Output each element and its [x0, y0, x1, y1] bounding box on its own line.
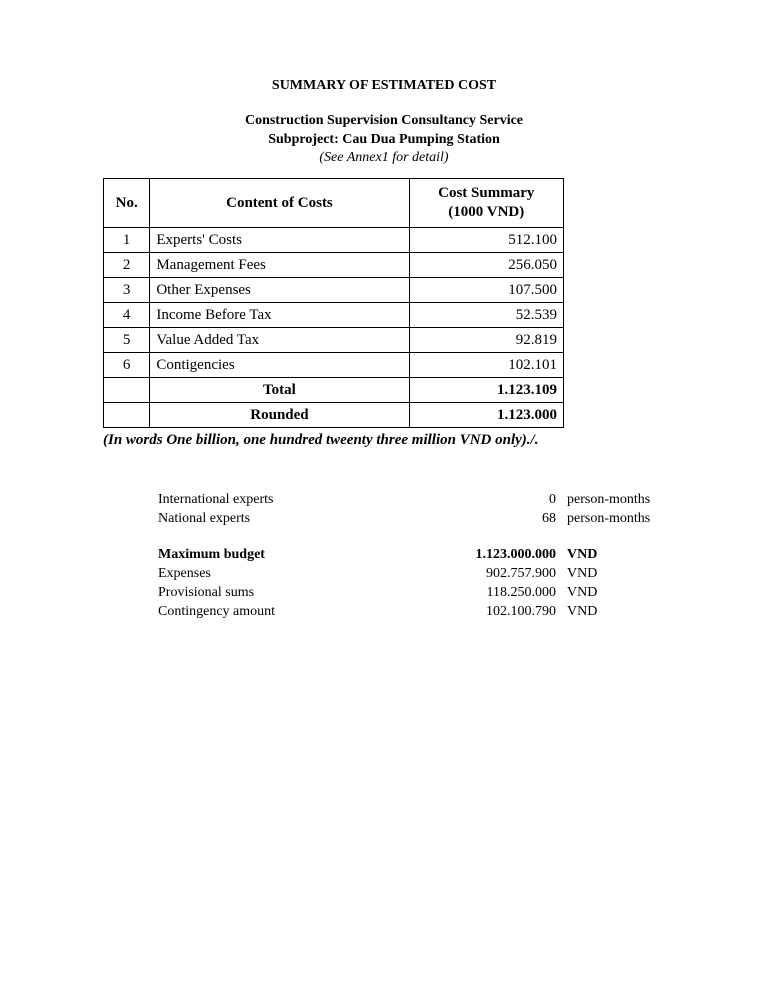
row-content: Contigencies	[150, 353, 409, 378]
row-cost: 102.101	[409, 353, 563, 378]
table-row	[104, 253, 564, 278]
rounded-label: Rounded	[150, 403, 409, 428]
contingency-amount-label: Contingency amount	[158, 604, 276, 619]
expenses-unit: VND	[567, 566, 598, 581]
table-row	[104, 228, 564, 253]
international-experts-label: International experts	[158, 492, 274, 507]
header-cost-line2: (1000 VND)	[448, 204, 525, 220]
document-title: SUMMARY OF ESTIMATED COST	[271, 78, 497, 93]
row-no: 1	[104, 228, 150, 253]
row-content: Other Expenses	[150, 278, 409, 303]
amount-in-words: (In words One billion, one hundred tweenty three million VND only)./.	[103, 432, 539, 448]
subtitle-service: Construction Supervision Consultancy Service	[244, 113, 524, 128]
maximum-budget-label: Maximum budget	[158, 547, 265, 562]
international-experts-value: 0	[549, 492, 556, 507]
provisional-sums-value: 118.250.000	[486, 585, 556, 600]
maximum-budget-unit: VND	[567, 547, 598, 562]
provisional-sums-unit: VND	[567, 585, 598, 600]
rounded-empty-cell	[104, 403, 150, 428]
table-row	[104, 353, 564, 378]
provisional-sums-label: Provisional sums	[158, 585, 255, 600]
contingency-amount-value: 102.100.790	[486, 604, 556, 619]
international-experts-unit: person-months	[567, 492, 651, 507]
table-row	[104, 278, 564, 303]
rounded-value: 1.123.000	[409, 403, 563, 428]
row-no: 3	[104, 278, 150, 303]
row-content: Value Added Tax	[150, 328, 409, 353]
national-experts-value: 68	[542, 511, 556, 526]
row-no: 4	[104, 303, 150, 328]
national-experts-unit: person-months	[567, 511, 651, 526]
table-header-row	[104, 179, 564, 228]
table-row	[104, 303, 564, 328]
row-cost: 92.819	[409, 328, 563, 353]
table-row	[104, 328, 564, 353]
row-content: Management Fees	[150, 253, 409, 278]
row-cost: 512.100	[409, 228, 563, 253]
row-content: Experts' Costs	[150, 228, 409, 253]
expenses-value: 902.757.900	[486, 566, 556, 581]
contingency-amount-unit: VND	[567, 604, 598, 619]
row-cost: 256.050	[409, 253, 563, 278]
row-content: Income Before Tax	[150, 303, 409, 328]
header-cost	[409, 179, 563, 228]
cost-summary-table	[103, 178, 564, 428]
total-value: 1.123.109	[409, 378, 563, 403]
total-empty-cell	[104, 378, 150, 403]
rounded-row	[104, 403, 564, 428]
total-row	[104, 378, 564, 403]
row-cost: 107.500	[409, 278, 563, 303]
header-no: No.	[104, 179, 150, 228]
national-experts-label: National experts	[158, 511, 251, 526]
total-label: Total	[150, 378, 409, 403]
row-cost: 52.539	[409, 303, 563, 328]
maximum-budget-value: 1.123.000.000	[475, 547, 556, 562]
header-content: Content of Costs	[150, 179, 409, 228]
row-no: 2	[104, 253, 150, 278]
header-cost-line1: Cost Summary	[438, 185, 535, 201]
annex-note: (See Annex1 for detail)	[319, 150, 449, 165]
row-no: 6	[104, 353, 150, 378]
row-no: 5	[104, 328, 150, 353]
subtitle-subproject: Subproject: Cau Dua Pumping Station	[268, 132, 500, 147]
expenses-label: Expenses	[158, 566, 211, 581]
